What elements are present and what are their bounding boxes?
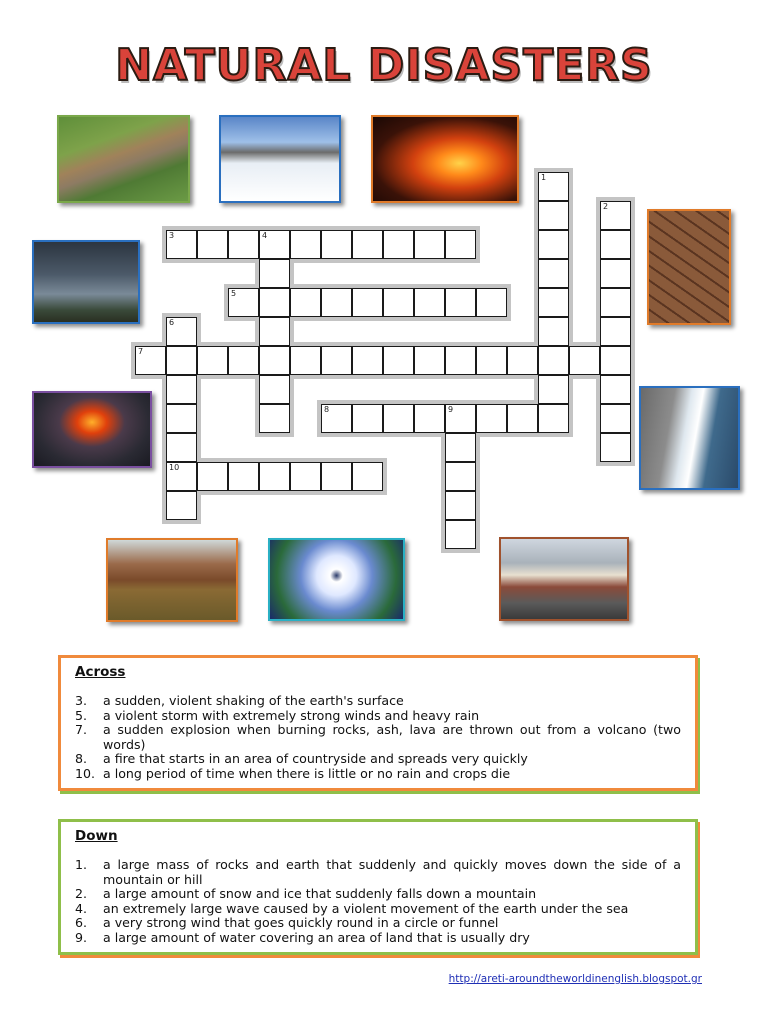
crossword-cell-face [166,404,197,433]
down-clue-list [75,858,681,945]
clue-num: 5. [75,707,88,723]
clue-text: a fire that starts in an area of countryside and spreads very quickly [103,751,528,766]
crossword-cell-face [538,375,569,404]
crossword-cell-face [600,259,631,288]
clue-number: 9 [448,405,454,414]
crossword-cell-face [600,346,631,375]
crossword-cell-face [259,288,290,317]
clue-num: 7. [75,722,88,737]
crossword-cell-face [228,230,259,259]
clue-num: 10. [75,765,96,781]
crossword-cell-face [259,462,290,491]
clue-num: 4. [75,900,88,916]
crossword-cell-face [538,404,569,433]
clue-number: 1 [541,173,547,182]
crossword-cell-face [197,462,228,491]
crossword-cell-face [290,462,321,491]
crossword-cell-face [197,230,228,259]
clue-number: 10 [169,463,180,472]
across-heading: Across [75,664,126,680]
crossword-cell-face [538,230,569,259]
crossword-cell-face [538,346,569,375]
crossword-cell-face [538,172,569,201]
crossword-cell-face [600,288,631,317]
crossword-cell-face [445,404,476,433]
crossword-cell-face [228,462,259,491]
crossword-cell-face [166,375,197,404]
clue-text: a very strong wind that goes quickly round in a circle or funnel [103,915,499,930]
crossword-cell-face [321,346,352,375]
clue-num: 9. [75,929,88,945]
down-clue [75,858,681,887]
crossword-cell-face [538,288,569,317]
clue-number: 7 [138,347,144,356]
crossword-cell-face [166,491,197,520]
clue-text: a sudden explosion when burning rocks, ash, lava are thrown out from a volcano (two words) [103,722,681,752]
clue-number: 2 [603,202,609,211]
crossword-cell-face [414,404,445,433]
blog-link[interactable]: http://areti-aroundtheworldinenglish.blogspot.gr [448,973,702,985]
crossword-cell-face [259,404,290,433]
crossword-cell-face [600,433,631,462]
crossword-cell-face [228,346,259,375]
crossword-cell-face [259,259,290,288]
crossword-cell-face [600,230,631,259]
crossword-cell-face [445,288,476,317]
across-clue [75,723,681,752]
crossword-cell-face [538,317,569,346]
clue-text: an extremely large wave caused by a violent movement of the earth under the sea [103,900,629,916]
crossword-cell-face [352,346,383,375]
crossword-cell-face [414,346,445,375]
clue-num: 1. [75,857,88,872]
crossword-cell-face [445,491,476,520]
down-clue [75,916,681,931]
crossword-cell-face [476,288,507,317]
down-clue [75,887,681,902]
crossword-cell-face [476,346,507,375]
crossword-cell-face [445,230,476,259]
clue-number: 3 [169,231,175,240]
crossword-cell-face [445,462,476,491]
down-clue [75,931,681,946]
crossword-cell-face [228,288,259,317]
crossword-cell-face [445,520,476,549]
crossword-cell-face [290,288,321,317]
crossword-cell-face [383,346,414,375]
crossword-cell-face [507,404,538,433]
crossword-cell-face [166,462,197,491]
across-clue [75,694,681,709]
clue-text: a large amount of water covering an area of land that is usually dry [103,929,530,945]
crossword-cell-face [383,404,414,433]
across-clue [75,767,681,782]
clue-number: 5 [231,289,237,298]
crossword-cell-face [414,288,445,317]
down-heading: Down [75,828,118,844]
crossword-cell-face [538,201,569,230]
crossword-cell-face [290,346,321,375]
crossword-cell-face [569,346,600,375]
crossword-cell-face [352,404,383,433]
crossword-cell-face [166,346,197,375]
clue-num: 8. [75,751,88,766]
crossword-cell-face [259,375,290,404]
crossword-cell-face [321,230,352,259]
across-clue [75,752,681,767]
crossword-cell-face [600,375,631,404]
down-clues-box [58,819,698,955]
crossword-cell-face [445,433,476,462]
crossword-cell-face [476,404,507,433]
crossword-cell-face [166,433,197,462]
clue-num: 3. [75,693,88,708]
crossword-cell-face [383,288,414,317]
crossword-cell-face [321,404,352,433]
crossword-cell-face [538,259,569,288]
crossword-cell-face [321,288,352,317]
clue-num: 2. [75,886,88,901]
clue-text: a long period of time when there is little or no rain and crops die [103,765,511,781]
crossword-cell-face [383,230,414,259]
crossword-cell-face [600,317,631,346]
clue-text: a sudden, violent shaking of the earth's surface [103,693,404,708]
crossword-cell-face [600,201,631,230]
crossword-cell-face [352,230,383,259]
crossword-cell-face [352,288,383,317]
crossword-cell-face [352,462,383,491]
clue-text: a large amount of snow and ice that suddenly falls down a mountain [103,886,537,901]
crossword-cell-face [259,317,290,346]
crossword-cell-face [321,462,352,491]
across-clues-box [58,655,698,791]
down-clue [75,902,681,917]
crossword-cell-face [259,230,290,259]
across-clue-list [75,694,681,781]
crossword-cell-face [290,230,321,259]
clue-text: a violent storm with extremely strong winds and heavy rain [103,707,480,723]
clue-number: 4 [262,231,268,240]
clue-text: a large mass of rocks and earth that suddenly and quickly moves down the side of a mountain or hill [103,857,681,887]
crossword-cell-face [414,230,445,259]
crossword-cell-face [445,346,476,375]
crossword-cell-face [600,404,631,433]
crossword-cell-face [166,317,197,346]
across-clue [75,709,681,724]
crossword-cell-face [197,346,228,375]
page-title: NATURAL DISASTERS [115,40,653,91]
crossword-cell-face [259,346,290,375]
crossword-cell-face [166,230,197,259]
crossword-cell-face [507,346,538,375]
crossword-cell-face [135,346,166,375]
clue-number: 8 [324,405,330,414]
clue-num: 6. [75,915,88,930]
clue-number: 6 [169,318,175,327]
